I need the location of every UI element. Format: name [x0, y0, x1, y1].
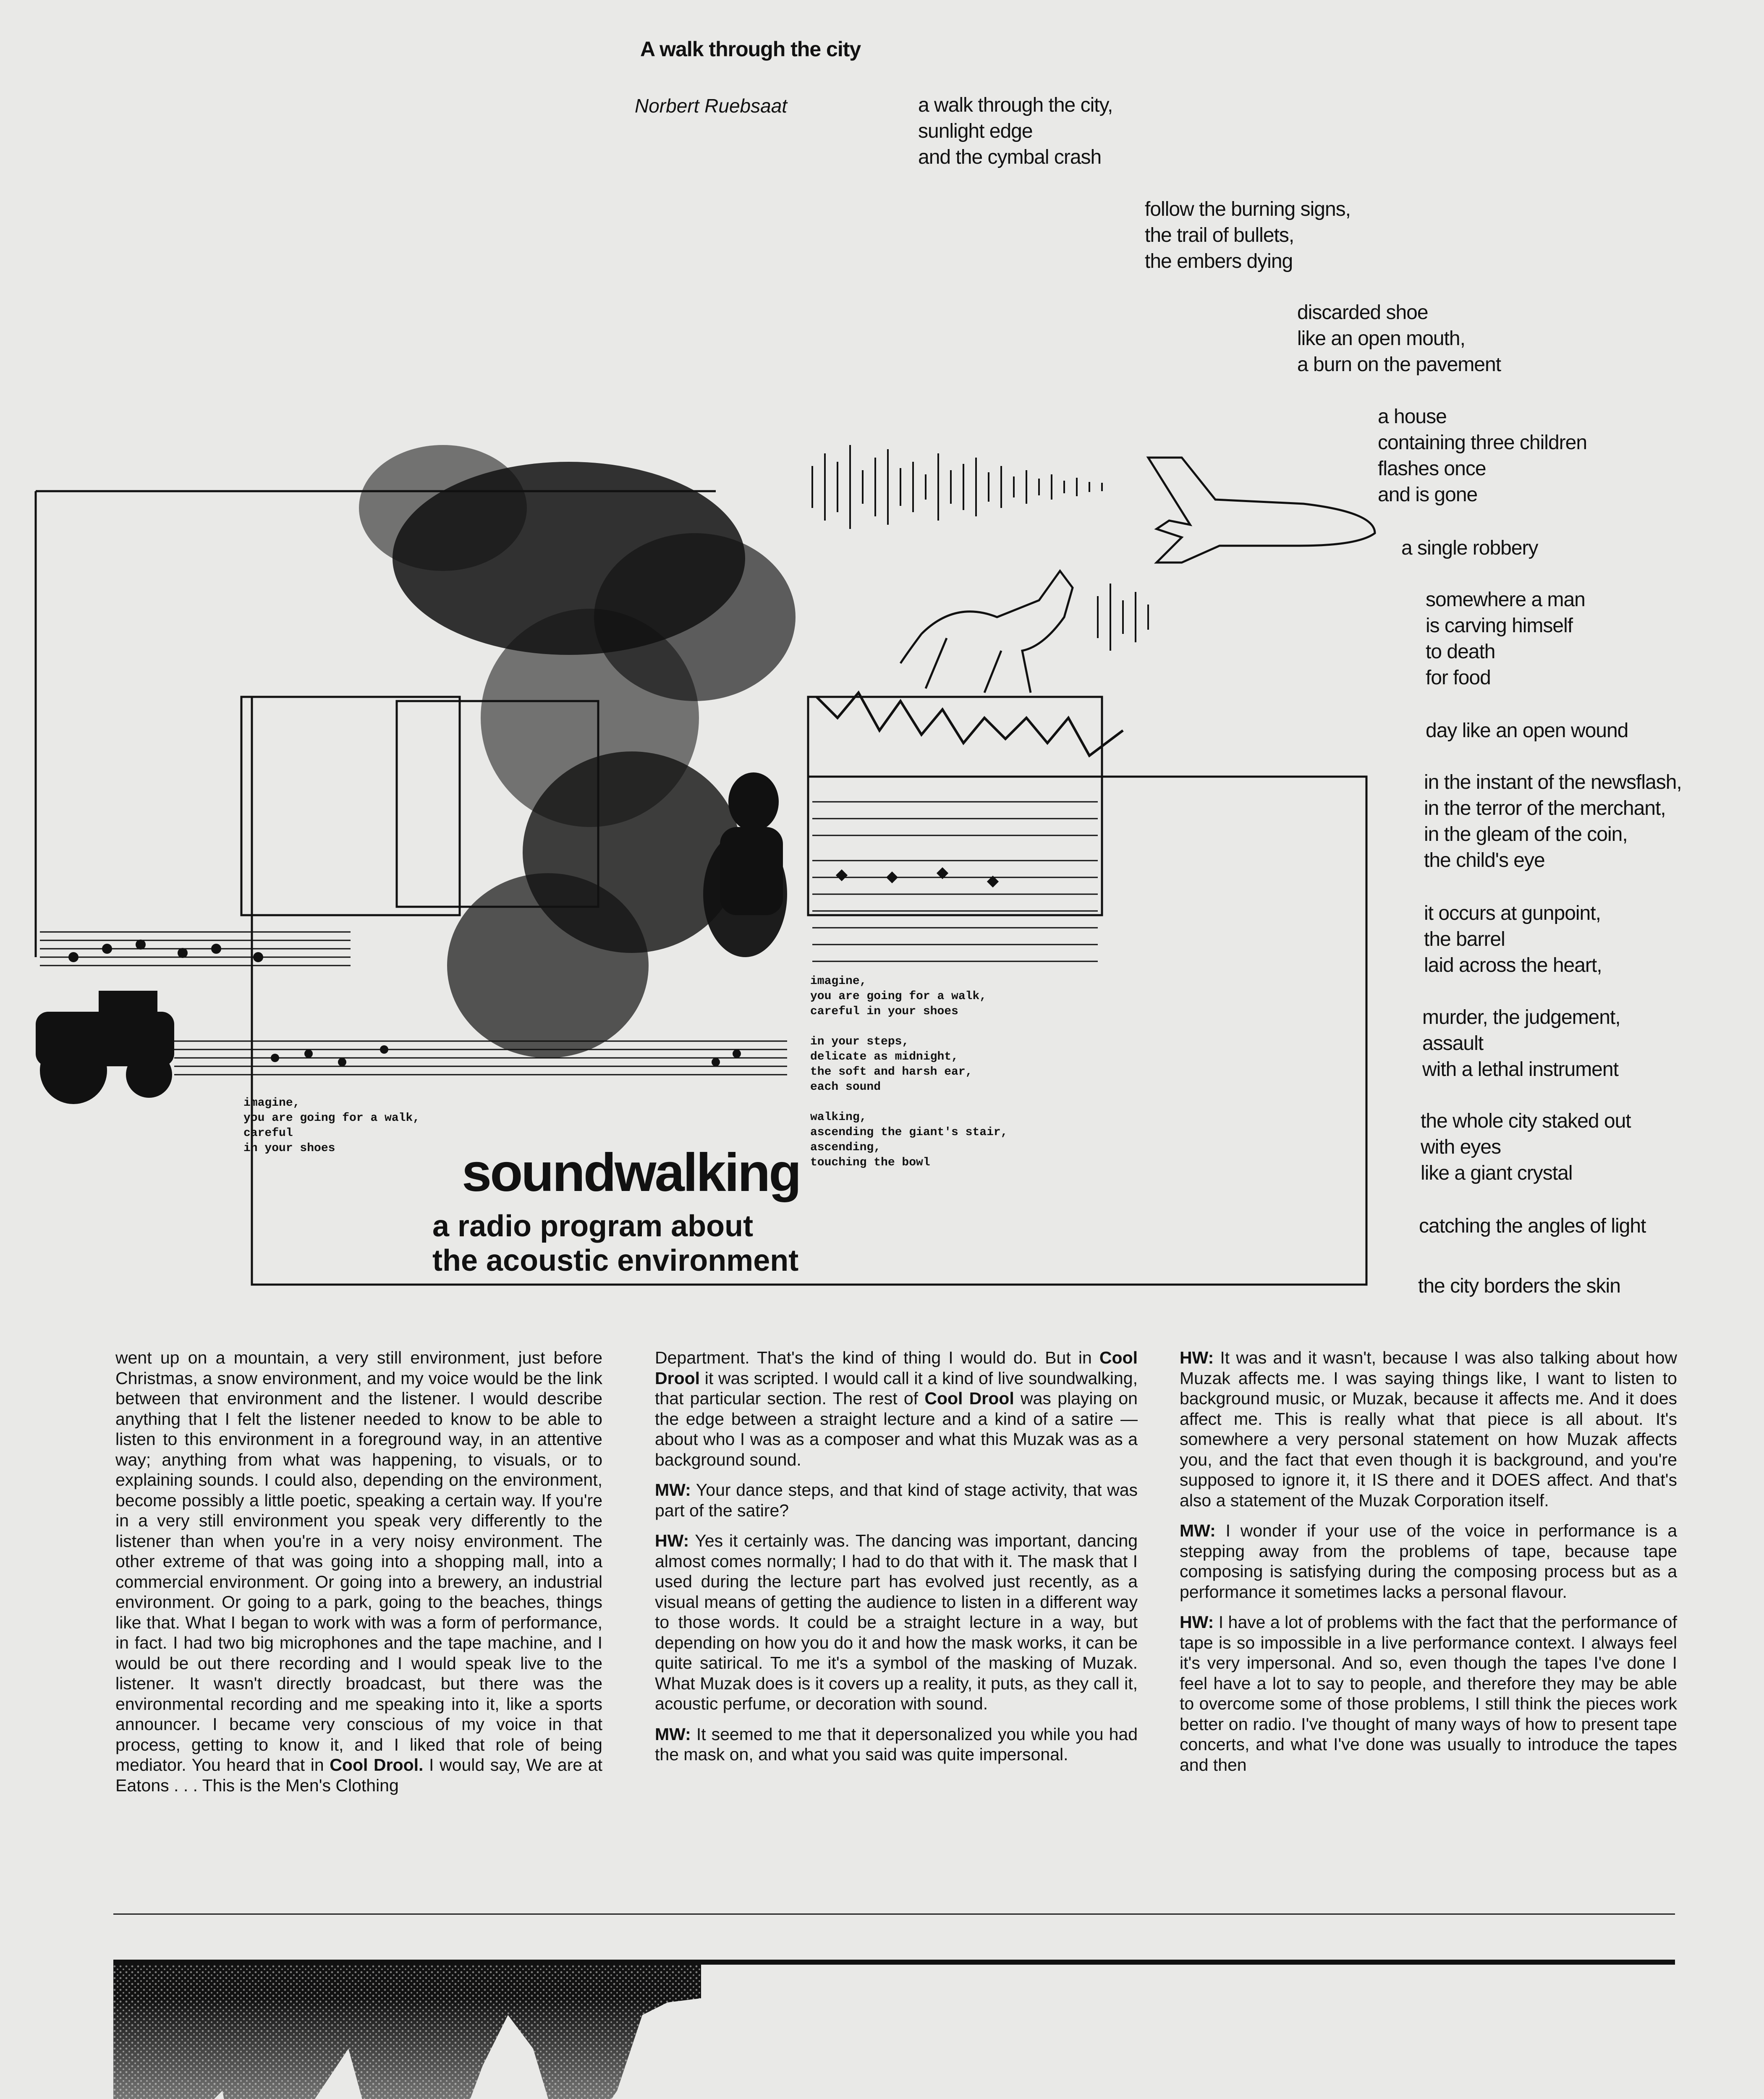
poem-stanza: day like an open wound [1426, 720, 1628, 742]
poem-stanza: the city borders the skin [1418, 1275, 1620, 1297]
poem-stanza: it occurs at gunpoint, the barrel laid across the heart, [1424, 902, 1602, 976]
section-divider-thick [113, 1960, 1675, 1965]
poem-stanza: catching the angles of light [1419, 1215, 1646, 1237]
article-title: A walk through the city [640, 37, 861, 61]
poem-stanza: murder, the judgement, assault with a lethal instrument [1422, 1006, 1620, 1081]
soundwalking-title: soundwalking [462, 1143, 800, 1203]
author-name: Norbert Ruebsaat [635, 95, 788, 117]
poem-stanza: the whole city staked out with eyes like a giant crystal [1421, 1110, 1631, 1184]
poem-stanza: somewhere a man is carving himself to death for food [1426, 589, 1585, 689]
illustration-caption-left: imagine, you are going for a walk, careful in your shoes [243, 1097, 420, 1155]
poem-stanza: follow the burning signs, the trail of bullets, the embers dying [1145, 198, 1350, 272]
snow-texture-image [113, 1965, 701, 2099]
poem-stanza: discarded shoe like an open mouth, a burn on the pavement [1297, 301, 1501, 376]
poem-stanza: a house containing three children flashes once and is gone [1378, 406, 1587, 506]
poem-stanza: in the instant of the newsflash, in the terror of the merchant, in the gleam of the coin, the child's eye [1424, 771, 1682, 872]
interview-column-3: HW: It was and it wasn't, because I was also talking about how Muzak affects me. I was saying things like, I want to listen to background music, or Muzak, because it affects me. And it does affect me. This is really what that piece is all about. It's somewhere a very personal statement on how Muzak affects you, and the fact that even though it is background, and you're supposed to ignore it, it IS there and it DOES affect. And that's also a statement of the Muzak Corporation itself. MW: I wonder if your use of the voice in performance is a stepping away from the problems of tape, because tape composing is satisfying during the composing process but as a performance it sometimes lacks a personal flavour. HW: I have a lot of problems with the fact that the performance of tape is so impossible in a live performance context. I always feel it's very impersonal. And so, even though the tapes I've done I feel have a lot to say to people, and therefore they may be able to overcome some of those problems, I still think the pieces work better on radio. I've thought of many ways of how to present tape concerts, and what I've done was usually to introduce the tapes and then [1180, 1348, 1677, 1774]
interview-column-1: went up on a mountain, a very still environment, just before Christmas, a snow environment, and my voice would be the link between that environment and the listener. I would describe anything that I felt the listener needed to know to be able to listen to this environment in a foreground way, in an attentive way; anything from what was happening, to visuals, or to explaining sounds. I could also, depending on the environment, become possibly a little poetic, speaking a certain way. If you're in a very still environment you speak very differently to the listener than when you're in a very noisy environment. The other extreme of that was going into a shopping mall, into a commercial environment. Or going into a brewery, an industrial environment. Or going to a park, going to the beaches, things like that. What I began to work with was a form of performance, in fact. I had two big microphones and the tape machine, and I would be out there recording and I would speak live to the listener. It wasn't directly broadcast, but there was the environmental recording and me speaking into it, like a sports announcer. I became very conscious of my voice in that process, getting to know it, and I liked that role of being mediator. You heard that in Cool Drool. I would say, We are at Eatons . . . This is the Men's Clothing [115, 1348, 602, 1795]
poem-stanza: a walk through the city, sunlight edge and the cymbal crash [918, 94, 1113, 168]
soundwalking-subtitle: a radio program about the acoustic environment [432, 1209, 799, 1277]
illustration-caption-right: imagine, you are going for a walk, careful in your shoes in your steps, delicate as midnight, the soft and harsh ear, each sound walking, ascending the giant's stair, ascending, touching the bowl [810, 975, 1008, 1169]
interview-column-2: Department. That's the kind of thing I would do. But in Cool Drool it was scripted. I would call it a kind of live soundwalking, that particular section. The rest of Cool Drool was playing on the edge between a straight lecture and a kind of a satire — about who I was as a composer and what this Muzak was as a background sound. MW: Your dance steps, and that kind of stage activity, that was part of the satire? HW: Yes it certainly was. The dancing was important, dancing almost comes normally; I had to do that with it. The mask that I used during the lecture part has evolved just recently, as a visual means of getting the audience to listen in a different way to those words. It could be a straight lecture in a way, but depending on how you do it and how the mask works, it can be quite satirical. To me it's a symbol of the masking of Muzak. What Muzak does is it covers up a reality, it puts, as they call it, acoustic perfume, or decoration with sound. MW: It seemed to me that it depersonalized you while you had the mask on, and what you said was quite impersonal. [655, 1348, 1138, 1764]
poem-stanza: a single robbery [1401, 537, 1538, 559]
section-divider [113, 1913, 1675, 1915]
